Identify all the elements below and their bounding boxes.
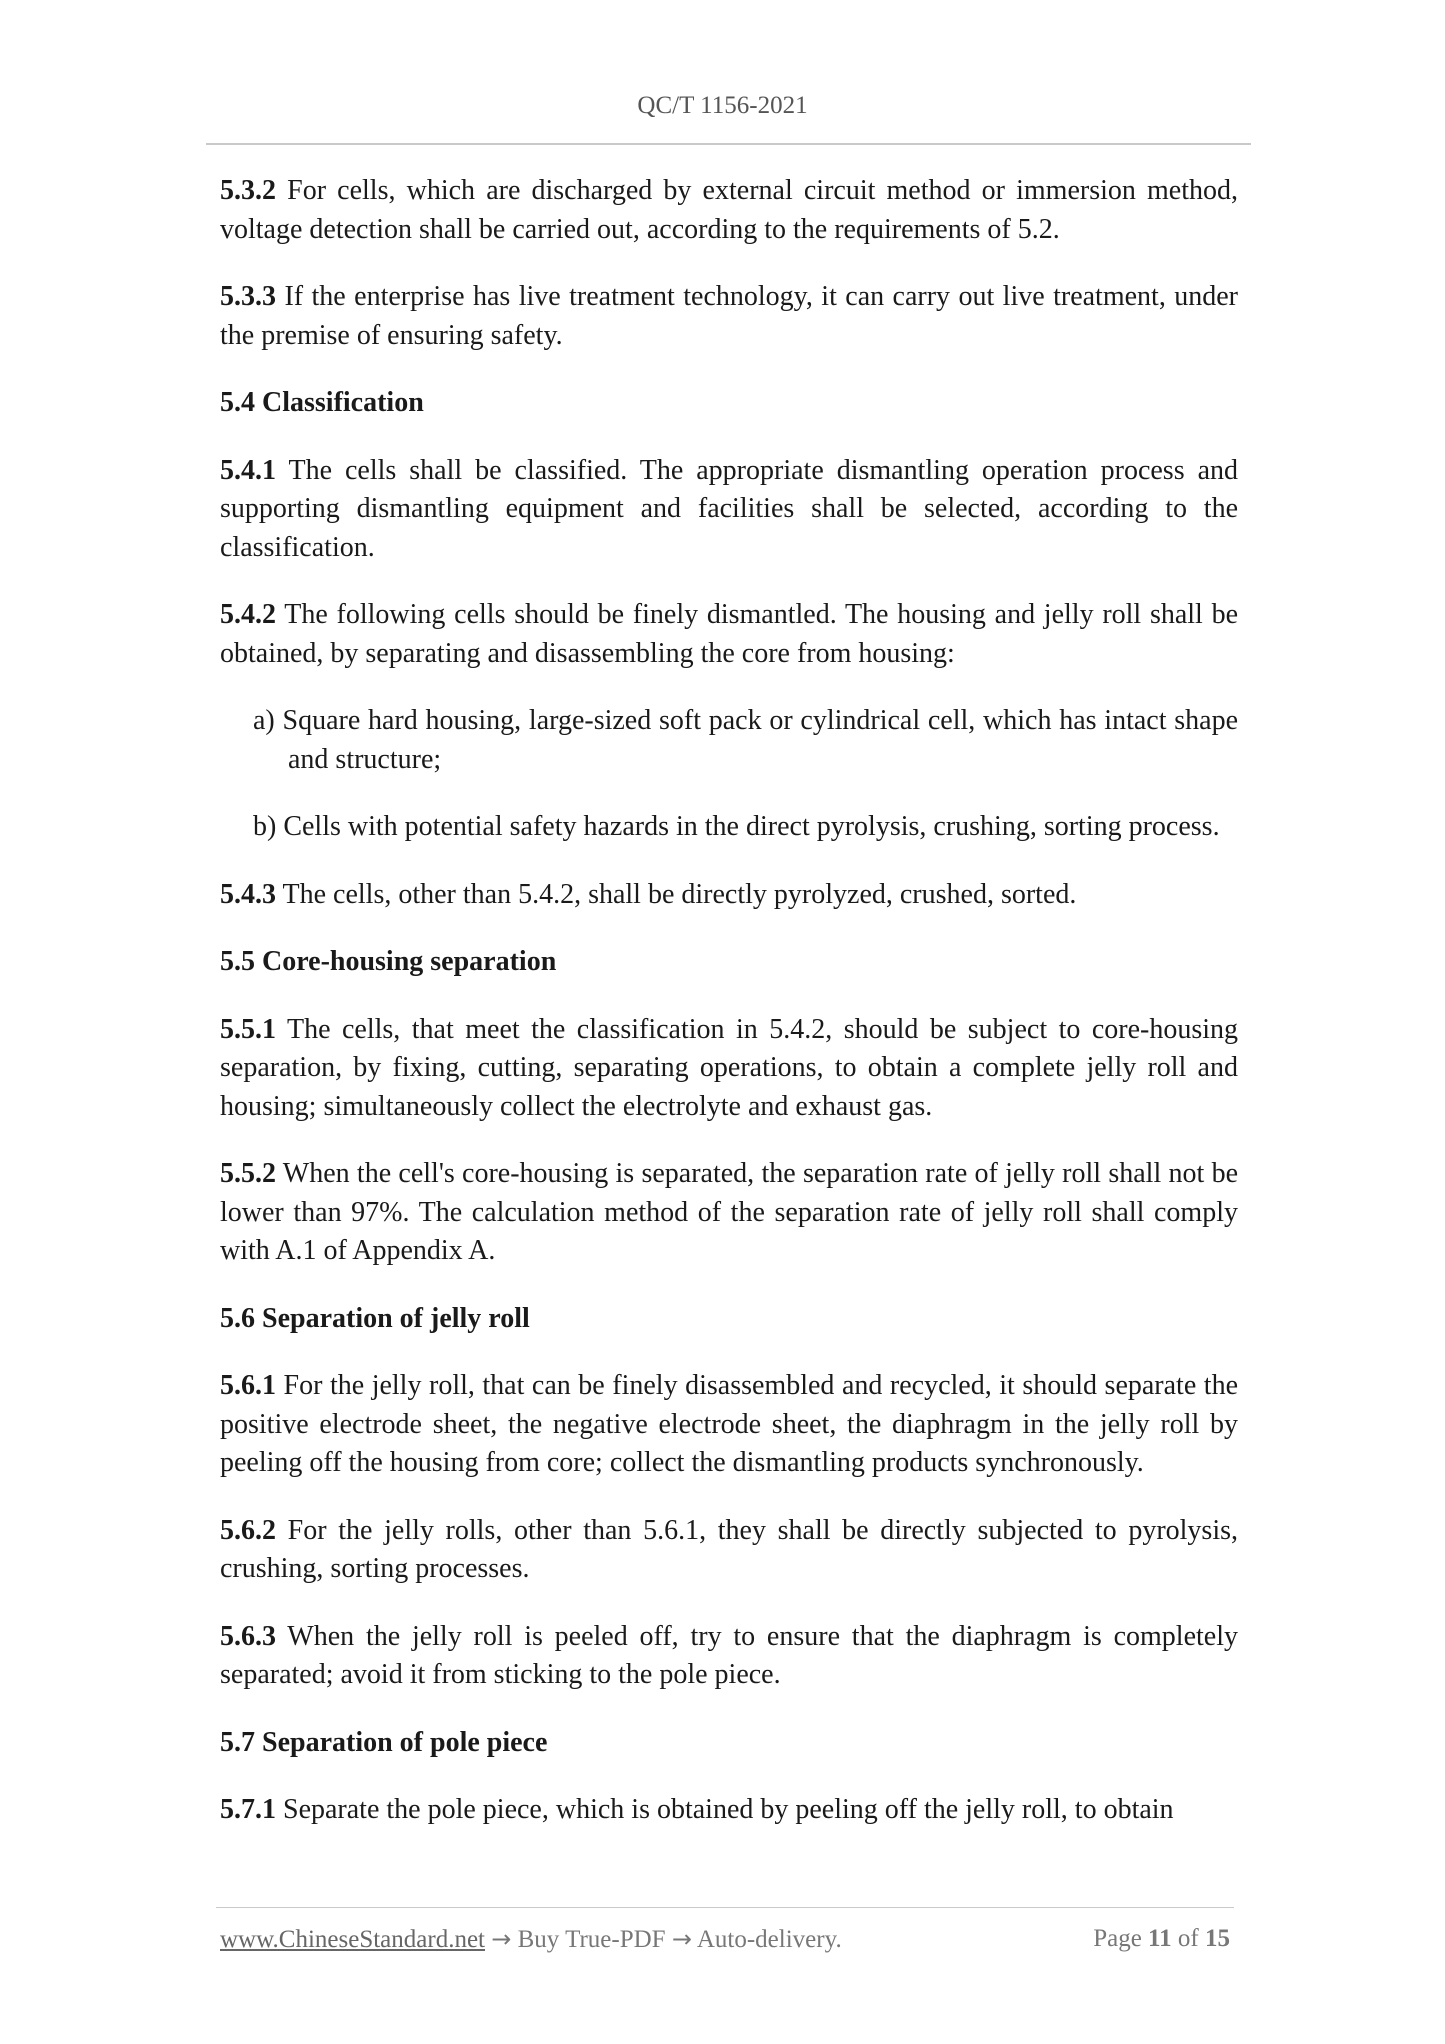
page-label: Page	[1093, 1925, 1142, 1952]
arrow-right-icon: →	[671, 1925, 692, 1953]
page-number	[1093, 1925, 1230, 1954]
clause-5-3-2	[220, 172, 1238, 249]
page-of: of	[1177, 1925, 1199, 1952]
clause-5-5-2	[220, 1155, 1238, 1271]
clause-number: 5.4.2	[220, 599, 276, 630]
clause-number: 5.6.1	[220, 1370, 276, 1401]
clause-text: If the enterprise has live treatment technology, it can carry out live treatment, under the premise of ensuring safety.	[220, 281, 1238, 351]
clause-5-4-3	[220, 876, 1238, 915]
section-heading-5-7: 5.7 Separation of pole piece	[220, 1726, 548, 1758]
auto-delivery-text: Auto-delivery.	[696, 1926, 842, 1953]
buy-pdf-text: Buy True-PDF	[517, 1926, 666, 1953]
clause-text: For cells, which are discharged by external circuit method or immersion method, voltage detection shall be carried out, according to the requirements of 5.2.	[220, 175, 1238, 245]
clause-number: 5.3.3	[220, 281, 276, 312]
clause-5-6-2	[220, 1512, 1238, 1589]
clause-5-3-3	[220, 278, 1238, 355]
list-item-b: b) Cells with potential safety hazards in the direct pyrolysis, crushing, sorting process.	[253, 811, 1220, 842]
clause-number: 5.6.2	[220, 1514, 276, 1546]
clause-text: When the cell's core-housing is separated, the separation rate of jelly roll shall not be lower than 97%. The calculation method of the separation rate of jelly roll shall comply with A.1 of Appendix A.	[220, 1158, 1238, 1266]
clause-number: 5.4.1	[220, 454, 276, 486]
page-current: 11	[1148, 1925, 1172, 1952]
page-footer	[220, 1925, 1230, 1954]
clause-text: When the jelly roll is peeled off, try to ensure that the diaphragm is completely separated; avoid it from sticking to the pole piece.	[220, 1620, 1238, 1690]
clause-text: For the jelly rolls, other than 5.6.1, they shall be directly subjected to pyrolysis, crushing, sorting processes.	[220, 1514, 1238, 1584]
clause-5-5-1	[220, 1011, 1238, 1127]
clause-5-6-3	[220, 1618, 1238, 1695]
clause-text: The cells, that meet the classification in 5.4.2, should be subject to core-housing separation, by fixing, cutting, separating operations, to obtain a complete jelly roll and housing; simultaneously collect the electrolyte and exhaust gas.	[220, 1013, 1239, 1122]
clause-text: The cells, other than 5.4.2, shall be directly pyrolyzed, crushed, sorted.	[282, 878, 1077, 910]
section-heading-5-6: 5.6 Separation of jelly roll	[220, 1302, 530, 1334]
clause-number: 5.3.2	[220, 175, 276, 206]
clause-text: The following cells should be finely dismantled. The housing and jelly roll shall be obtained, by separating and disassembling the core from housing:	[220, 599, 1238, 669]
clause-text: Separate the pole piece, which is obtained by peeling off the jelly roll, to obtain	[283, 1794, 1174, 1825]
clause-number: 5.7.1	[220, 1794, 276, 1825]
clause-5-4-2	[220, 596, 1238, 673]
clause-text: The cells shall be classified. The appropriate dismantling operation process and supporting dismantling equipment and facilities shall be selected, according to the classification.	[220, 454, 1239, 563]
page-total: 15	[1205, 1925, 1230, 1952]
clause-number: 5.5.1	[220, 1013, 276, 1045]
document-code: QC/T 1156-2021	[637, 92, 808, 119]
footer-left	[220, 1925, 842, 1954]
section-heading-5-4: 5.4 Classification	[220, 387, 424, 418]
clause-number: 5.4.3	[220, 878, 276, 910]
clause-text: For the jelly roll, that can be finely disassembled and recycled, it should separate the positive electrode sheet, the negative electrode sheet, the diaphragm in the jelly roll by peeling off the housing from core; collect the dismantling products synchronously.	[220, 1370, 1238, 1478]
clause-5-4-1	[220, 452, 1238, 568]
document-body	[220, 172, 1238, 1859]
clause-5-6-1	[220, 1367, 1238, 1483]
list-item-a: a) Square hard housing, large-sized soft pack or cylindrical cell, which has intact shape and structure;	[253, 705, 1238, 775]
arrow-right-icon: →	[491, 1925, 512, 1953]
footer-divider	[216, 1907, 1234, 1908]
section-heading-5-5: 5.5 Core-housing separation	[220, 946, 557, 977]
website-link[interactable]: www.ChineseStandard.net	[220, 1926, 485, 1953]
clause-5-7-1	[220, 1791, 1238, 1830]
clause-number: 5.6.3	[220, 1620, 276, 1652]
clause-number: 5.5.2	[220, 1158, 276, 1189]
header-divider	[206, 143, 1251, 145]
